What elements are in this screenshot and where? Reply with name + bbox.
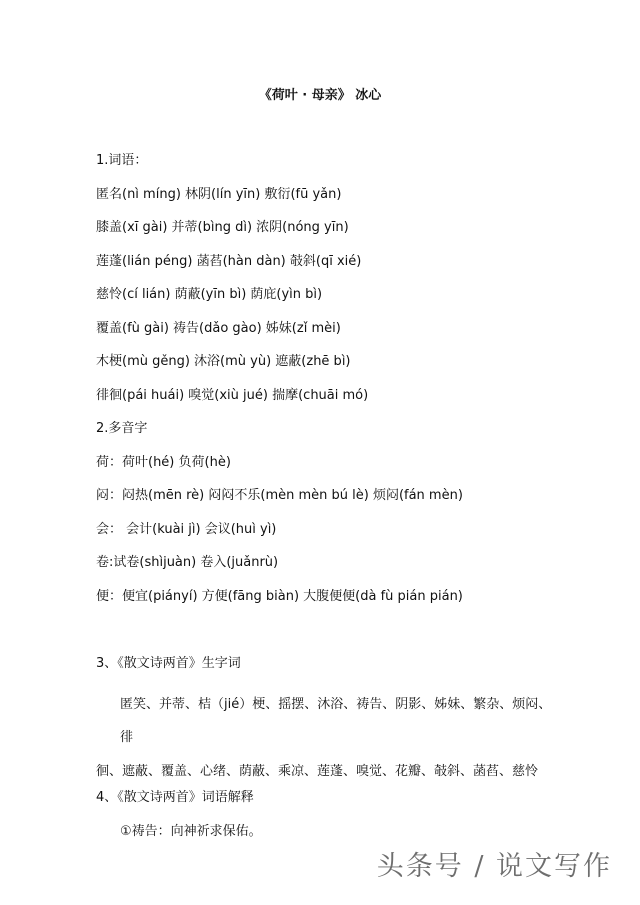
vocab-row: 徘徊(pái huái) 嗅觉(xiù jué) 揣摩(chuāi mó) [96,387,369,403]
vocab-row: 膝盖(xī gài) 并蒂(bìng dì) 浓阴(nóng yīn) [96,220,349,235]
section-3-heading: 3、《散文诗两首》生字词 [96,656,241,671]
new-characters-line-1: 匿笑、并蒂、桔（jié）梗、摇摆、沐浴、祷告、阴影、姊妹、繁杂、烦闷、徘 [120,696,552,745]
section-1-heading: 1.词语： [96,153,148,168]
polyphone-row: 闷：闷热(mēn rè) 闷闷不乐(mèn mèn bú lè) 烦闷(fán mèn) [96,488,463,503]
section-4-heading: 4、《散文诗两首》词语解释 [96,790,254,805]
section-2-heading: 2.多音字 [96,421,148,436]
new-characters-line-2: 徊、遮蔽、覆盖、心绪、荫蔽、乘凉、莲蓬、嗅觉、花瓣、攲斜、菡萏、慈怜 [96,763,539,779]
vocab-row: 莲蓬(lián péng) 菡萏(hàn dàn) 攲斜(qī xié) [96,253,362,269]
vocab-row: 木梗(mù gěng) 沐浴(mù yù) 遮蔽(zhē bì) [96,354,351,369]
section-spacer [96,620,556,654]
document-body [96,151,556,855]
vocab-row: 慈怜(cí lián) 荫蔽(yīn bì) 荫庇(yìn bì) [96,287,323,302]
new-characters-paragraph [96,688,556,789]
vocab-row: 匿名(nì míng) 林阴(lín yīn) 敷衍(fū yǎn) [96,186,342,202]
definition-item: ①祷告：向神祈求保佑。 [120,823,262,839]
watermark: 头条号 / 说文写作 [376,851,612,882]
vocab-row: 覆盖(fù gài) 祷告(dǎo gào) 姊妹(zǐ mèi) [96,320,341,336]
polyphone-row: 便：便宜(piányí) 方便(fāng biàn) 大腹便便(dà fù pián pián) [96,588,463,604]
page-title: 《荷叶 · 母亲》 冰心 [258,88,382,103]
polyphone-row: 卷:试卷(shìjuàn) 卷入(juǎnrù) [96,555,279,570]
polyphone-row: 荷：荷叶(hé) 负荷(hè) [96,454,231,470]
polyphone-row: 会： 会计(kuài jì) 会议(huì yì) [96,521,277,537]
